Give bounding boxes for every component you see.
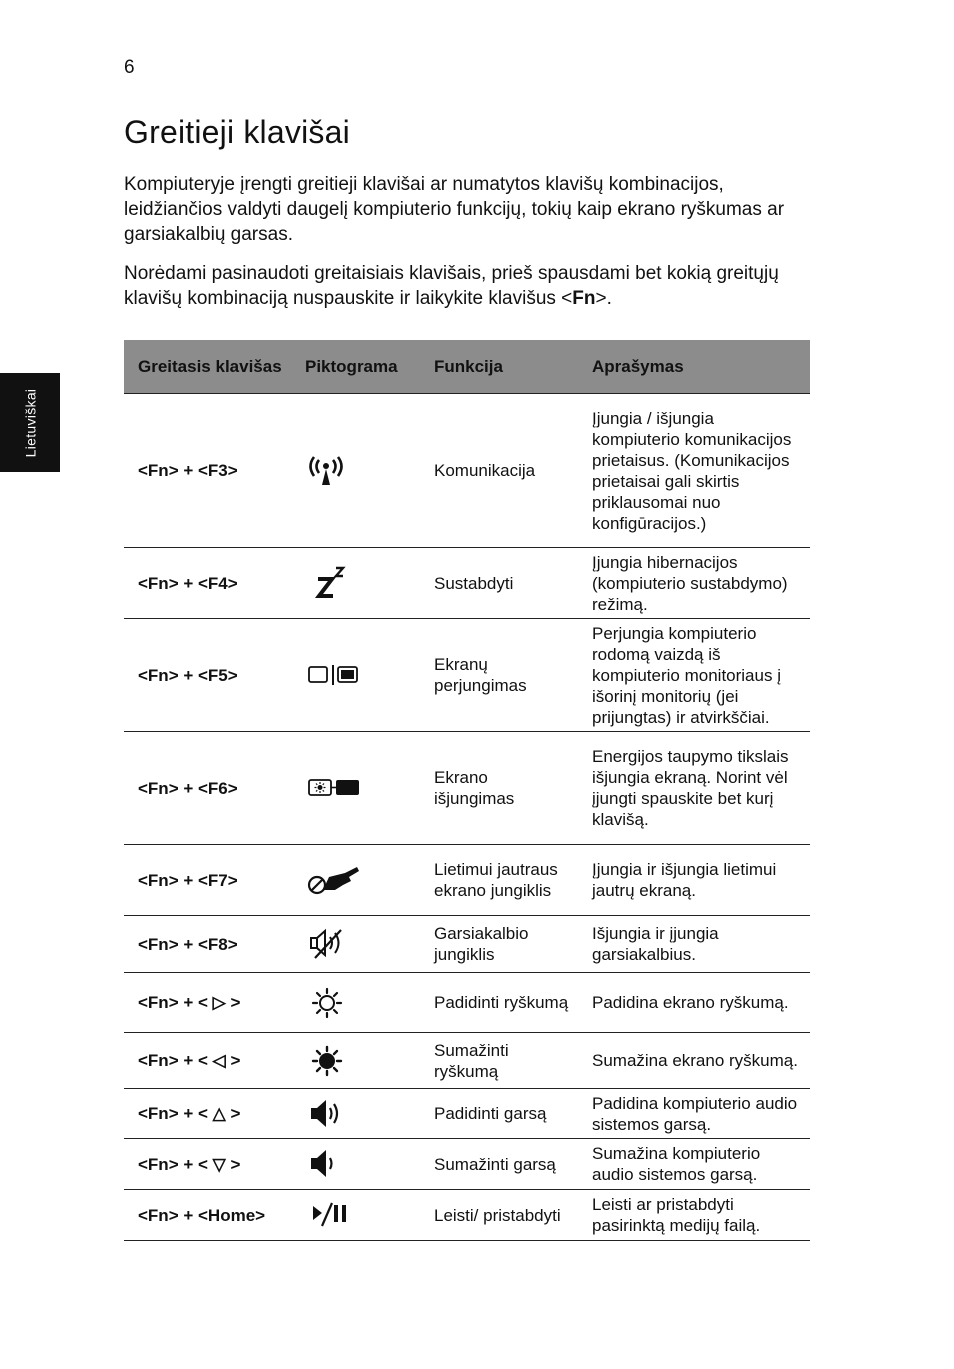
header-hotkey: Greitasis klavišas	[124, 340, 291, 394]
hotkey-cell: <Fn> + <F8>	[124, 916, 291, 973]
brightness-down-icon	[291, 1033, 420, 1089]
page-number: 6	[124, 57, 135, 78]
hotkey-cell: <Fn> + <F3>	[124, 394, 291, 548]
hotkey-cell: <Fn> + < ▽ >	[124, 1139, 291, 1190]
hotkey-cell: <Fn> + < ◁ >	[124, 1033, 291, 1089]
volume-up-icon	[291, 1089, 420, 1139]
description-cell: Išjungia ir įjungia garsiakalbius.	[578, 916, 810, 973]
header-function: Funkcija	[420, 340, 578, 394]
hotkey-table	[124, 340, 810, 1241]
function-cell: Sustabdyti	[420, 548, 578, 619]
table-header-row	[124, 340, 810, 394]
brightness-up-icon	[291, 973, 420, 1033]
function-cell: Padidinti garsą	[420, 1089, 578, 1139]
table-row	[124, 548, 810, 619]
table-row	[124, 1089, 810, 1139]
hotkey-cell: <Fn> + <F4>	[124, 548, 291, 619]
fn-key-label: Fn	[572, 288, 596, 309]
table-row	[124, 619, 810, 732]
function-cell: Ekrano išjungimas	[420, 732, 578, 845]
usage-paragraph	[124, 261, 804, 311]
description-cell: Energijos taupymo tikslais išjungia ekraną. Norint vėl įjungti spauskite bet kurį klavišą.	[578, 732, 810, 845]
touchpad-toggle-icon	[291, 845, 420, 916]
function-cell: Komunikacija	[420, 394, 578, 548]
table-row	[124, 1190, 810, 1241]
display-switch-icon	[291, 619, 420, 732]
description-cell: Įjungia / išjungia kompiuterio komunikacijos prietaisus. (Komunikacijos prietaisai gali skirtis priklausomai nuo konfigūracijos.)	[578, 394, 810, 548]
function-cell: Sumažinti ryškumą	[420, 1033, 578, 1089]
function-cell: Padidinti ryškumą	[420, 973, 578, 1033]
language-side-tab	[0, 373, 60, 472]
wireless-communication-icon	[291, 394, 420, 548]
description-cell: Perjungia kompiuterio rodomą vaizdą iš kompiuterio monitoriaus į išorinį monitorių (jei prijungtas) ir atvirkščiai.	[578, 619, 810, 732]
description-cell: Padidina ekrano ryškumą.	[578, 973, 810, 1033]
usage-text-after: >.	[595, 288, 612, 309]
description-cell: Sumažina kompiuterio audio sistemos garsą.	[578, 1139, 810, 1190]
description-cell: Įjungia ir išjungia lietimui jautrų ekraną.	[578, 845, 810, 916]
hotkey-cell: <Fn> + < △ >	[124, 1089, 291, 1139]
display-off-icon	[291, 732, 420, 845]
function-cell: Sumažinti garsą	[420, 1139, 578, 1190]
usage-text-before: Norėdami pasinaudoti greitaisiais klavišais, prieš spausdami bet kokią greitųjų klavišų kombinaciją nuspauskite ir laikykite klavišus <	[124, 263, 779, 309]
description-cell: Padidina kompiuterio audio sistemos garsą.	[578, 1089, 810, 1139]
function-cell: Ekranų perjungimas	[420, 619, 578, 732]
hotkey-cell: <Fn> + <F6>	[124, 732, 291, 845]
table-row	[124, 1139, 810, 1190]
description-cell: Sumažina ekrano ryškumą.	[578, 1033, 810, 1089]
header-icon: Piktograma	[291, 340, 420, 394]
function-cell: Leisti/ pristabdyti	[420, 1190, 578, 1241]
table-row	[124, 394, 810, 548]
table-row	[124, 732, 810, 845]
sleep-zz-icon	[291, 548, 420, 619]
hotkey-cell: <Fn> + <F5>	[124, 619, 291, 732]
speaker-mute-icon	[291, 916, 420, 973]
function-cell: Garsiakalbio jungiklis	[420, 916, 578, 973]
intro-paragraph: Kompiuteryje įrengti greitieji klavišai ar numatytos klavišų kombinacijos, leidžiančios valdyti daugelį kompiuterio funkcijų, tokių kaip ekrano ryškumas ar garsiakalbių garsas.	[124, 174, 785, 245]
table-row	[124, 1033, 810, 1089]
language-label: Lietuviškai	[22, 388, 39, 457]
table-row	[124, 845, 810, 916]
description-cell: Įjungia hibernacijos (kompiuterio sustabdymo) režimą.	[578, 548, 810, 619]
volume-down-icon	[291, 1139, 420, 1190]
hotkey-cell: <Fn> + < ▷ >	[124, 973, 291, 1033]
header-description: Aprašymas	[578, 340, 810, 394]
hotkey-cell: <Fn> + <Home>	[124, 1190, 291, 1241]
play-pause-icon	[291, 1190, 420, 1241]
function-cell: Lietimui jautraus ekrano jungiklis	[420, 845, 578, 916]
hotkey-cell: <Fn> + <F7>	[124, 845, 291, 916]
table-row	[124, 973, 810, 1033]
table-row	[124, 916, 810, 973]
page-title: Greitieji klavišai	[124, 114, 350, 150]
description-cell: Leisti ar pristabdyti pasirinktą medijų failą.	[578, 1190, 810, 1241]
